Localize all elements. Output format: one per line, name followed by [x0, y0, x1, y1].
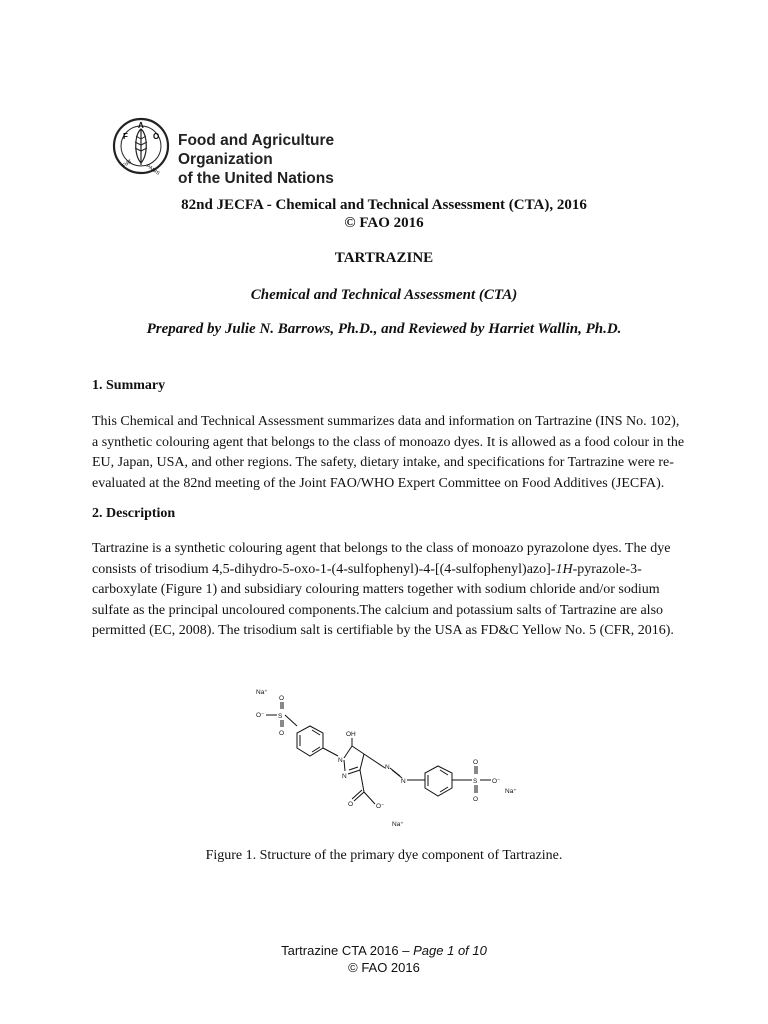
footer-copyright: © FAO 2016 — [348, 960, 420, 975]
description-line: Tartrazine is a synthetic colouring agent that belongs to the class of monoazo pyrazolone dyes. The dye — [92, 541, 671, 556]
fao-logo — [112, 107, 422, 195]
section-heading-summary: 1. Summary — [92, 378, 166, 393]
description-line-italic: 1H — [555, 561, 573, 577]
summary-line: evaluated at the 82nd meeting of the Joint FAO/WHO Expert Committee on Food Additives (JECFA). — [92, 475, 665, 491]
label-o-left-top: O — [279, 695, 285, 702]
description-line: carboxylate (Figure 1) and subsidiary colouring matters together with sodium chloride and/or sodium — [92, 582, 660, 597]
org-name — [178, 131, 422, 188]
report-header — [0, 196, 768, 232]
document-title: TARTRAZINE — [334, 250, 434, 266]
emblem-motto-panis: PANIS — [145, 163, 161, 177]
report-header-line2: © FAO 2016 — [344, 215, 424, 231]
label-na-right: Na⁺ — [505, 788, 517, 795]
description-line: permitted (EC, 2008). The trisodium salt is certifiable by the USA as FD&C Yellow No. 5 (CFR, 2016). — [92, 623, 674, 638]
label-o-right-minus: O⁻ — [492, 778, 501, 785]
label-oh: OH — [346, 731, 356, 738]
footer-line1 — [0, 942, 768, 959]
authors-line: Prepared by Julie N. Barrows, Ph.D., and Reviewed by Harriet Wallin, Ph.D. — [146, 321, 622, 337]
label-o-left-bottom: O — [279, 730, 285, 737]
label-o-carboxylate: O⁻ — [376, 803, 385, 810]
emblem-letter-a: A — [138, 121, 144, 130]
page-footer — [0, 942, 768, 976]
label-n-azo1: N — [385, 764, 390, 771]
label-n1: N — [338, 757, 343, 764]
description-paragraph — [92, 539, 682, 642]
fao-emblem-icon — [112, 115, 170, 177]
description-line-text: -pyrazole-3- — [572, 561, 642, 577]
section-heading-description: 2. Description — [92, 506, 176, 521]
label-na-top: Na⁺ — [256, 689, 268, 696]
footer-page-number: Page 1 of 10 — [413, 943, 487, 958]
document-subtitle: Chemical and Technical Assessment (CTA) — [250, 287, 518, 303]
emblem-letter-f: F — [123, 132, 128, 141]
emblem-letter-o: O — [153, 132, 160, 141]
emblem-motto-fiat: FIAT — [121, 158, 134, 170]
org-name-line1: Food and Agriculture Organization — [178, 132, 335, 168]
summary-paragraph — [92, 412, 685, 494]
description-line-text: consists of trisodium 4,5-dihydro-5-oxo-1-(4-sulfophenyl)-4-[(4-sulfophenyl)azo]- — [92, 561, 556, 577]
label-o-carbonyl: O — [348, 801, 354, 808]
label-s-right: S — [473, 778, 478, 785]
label-o-minus: O⁻ — [256, 712, 265, 719]
description-line — [92, 560, 682, 581]
org-name-line2: of the United Nations — [178, 170, 334, 187]
figure-caption: Figure 1. Structure of the primary dye component of Tartrazine. — [205, 848, 563, 863]
report-header-line1: 82nd JECFA - Chemical and Technical Assessment (CTA), 2016 — [181, 197, 587, 213]
description-line: sulfate as the principal uncoloured components.The calcium and potassium salts of Tartrazine are also — [92, 602, 664, 618]
label-o-right-top: O — [473, 759, 479, 766]
label-s-left: S — [278, 713, 283, 720]
label-na-bottom: Na⁺ — [392, 821, 404, 828]
label-n2: N — [342, 773, 347, 780]
footer-doc-name: Tartrazine CTA 2016 – — [281, 943, 414, 958]
summary-line: This Chemical and Technical Assessment summarizes data and information on Tartrazine (INS No. 102), — [92, 414, 680, 429]
summary-line: EU, Japan, USA, and other regions. The safety, dietary intake, and specifications for Tartrazine were re- — [92, 455, 674, 470]
label-o-right-bottom: O — [473, 796, 479, 803]
tartrazine-structure-figure — [240, 680, 530, 840]
summary-line: a synthetic colouring agent that belongs to the class of monoazo dyes. It is allowed as a food colour in the — [92, 434, 685, 450]
label-n-azo2: N — [401, 778, 406, 785]
